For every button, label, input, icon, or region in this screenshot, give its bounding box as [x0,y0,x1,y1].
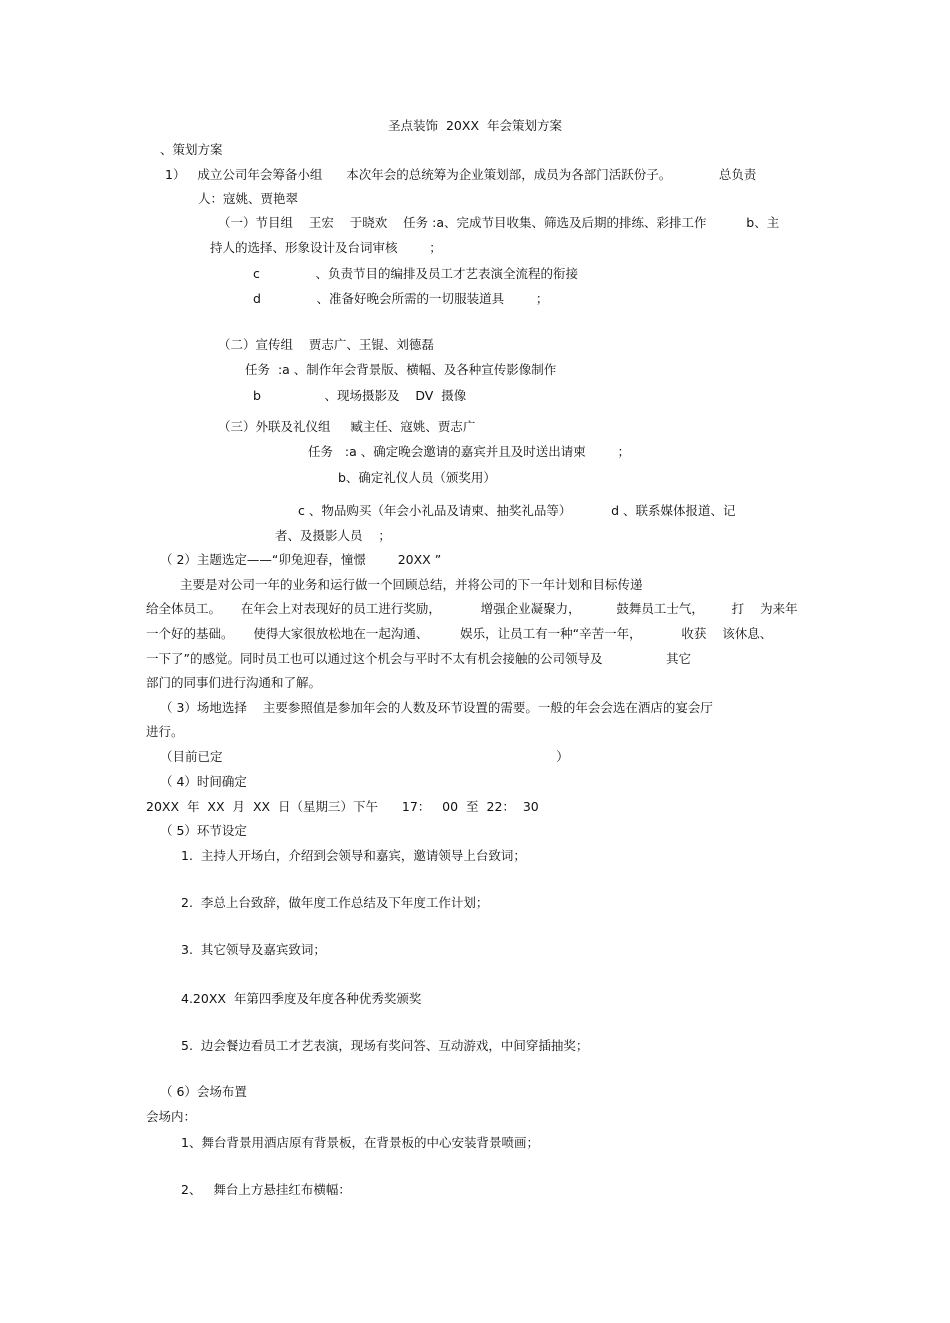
paragraph-line: 进行。 [146,724,184,739]
paragraph-line: b 、现场摄影及 DV 摄像 [253,388,467,403]
paragraph-line: d 、准备好晚会所需的一切服装道具 ； [253,291,549,306]
list-item: 4.20XX 年第四季度及年度各种优秀奖颁奖 [181,991,422,1006]
paragraph-line: 1） 成立公司年会筹备小组 本次年会的总统筹为企业策划部，成员为各部门活跃份子。 总负责 [165,167,757,182]
list-item: 1. 主持人开场白，介绍到会领导和嘉宾，邀请领导上台致词； [181,848,526,863]
section-heading: （ 5）环节设定 [160,823,247,838]
paragraph-line: （三）外联及礼仪组 臧主任、寇姚、贾志广 [218,419,476,434]
paragraph-line: 持人的选择、形象设计及台词审核 ； [210,240,442,255]
paragraph-line: 任务 :a 、确定晚会邀请的嘉宾并且及时送出请柬 ； [308,444,631,459]
paragraph-line: （一）节目组 王宏 于晓欢 任务 :a、完成节目收集、筛选及后期的排练、彩排工作 b、主 [218,215,780,230]
paragraph-line: 一下了”的感觉。同时员工也可以通过这个机会与平时不太有机会接触的公司领导及 其它 [146,651,692,666]
list-item: 2、 舞台上方悬挂红布横幅： [181,1182,351,1197]
paragraph-line: 会场内： [146,1109,197,1124]
paragraph-line: b、确定礼仪人员（颁奖用） [338,470,496,485]
paragraph-line: （目前已定 ） [160,749,569,764]
section-heading: （ 2）主题选定——“卯兔迎春，憧憬 20XX ” [160,552,442,567]
paragraph-line: 给全体员工。 在年会上对表现好的员工进行奖励， 增强企业凝聚力， 鼓舞员工士气， 打 为来年 [146,601,798,616]
section-heading: （ 3）场地选择 主要参照值是参加年会的人数及环节设置的需要。一般的年会会选在酒店的宴会厅 [160,700,713,715]
paragraph-line: 部门的同事们进行沟通和了解。 [146,675,322,690]
paragraph-line: 人：寇姚、贾艳翠 [198,191,299,206]
paragraph-line: 20XX 年 XX 月 XX 日（星期三）下午 17： 00 至 22： 30 [146,799,539,814]
list-item: 3. 其它领导及嘉宾致词； [181,942,326,957]
section-heading: 、策划方案 [160,142,223,157]
paragraph-line: 主要是对公司一年的业务和运行做一个回顾总结，并将公司的下一年计划和目标传递 [180,577,643,592]
section-heading: （ 4）时间确定 [160,774,247,789]
section-heading: （ 6）会场布置 [160,1084,247,1099]
paragraph-line: 者、及摄影人员 ； [275,528,391,543]
list-item: 1、舞台背景用酒店原有背景板，在背景板的中心安装背景喷画； [181,1135,539,1150]
paragraph-line: 一个好的基础。 使得大家很放松地在一起沟通、 娱乐，让员工有一种“辛苦一年， 收获 该休息、 [146,626,773,641]
paragraph-line: c 、负责节目的编排及员工才艺表演全流程的衔接 [253,266,579,281]
list-item: 5. 边会餐边看员工才艺表演，现场有奖问答、互动游戏，中间穿插抽奖； [181,1038,589,1053]
paragraph-line: （二）宣传组 贾志广、王锟、刘德磊 [218,337,434,352]
list-item: 2. 李总上台致辞，做年度工作总结及下年度工作计划； [181,895,489,910]
paragraph-line: c 、物品购买（年会小礼品及请柬、抽奖礼品等） d 、联系媒体报道、记 [298,503,736,518]
paragraph-line: 任务 :a 、制作年会背景版、横幅、及各种宣传影像制作 [245,362,557,377]
document-title: 圣点装饰 20XX 年会策划方案 [388,118,562,133]
